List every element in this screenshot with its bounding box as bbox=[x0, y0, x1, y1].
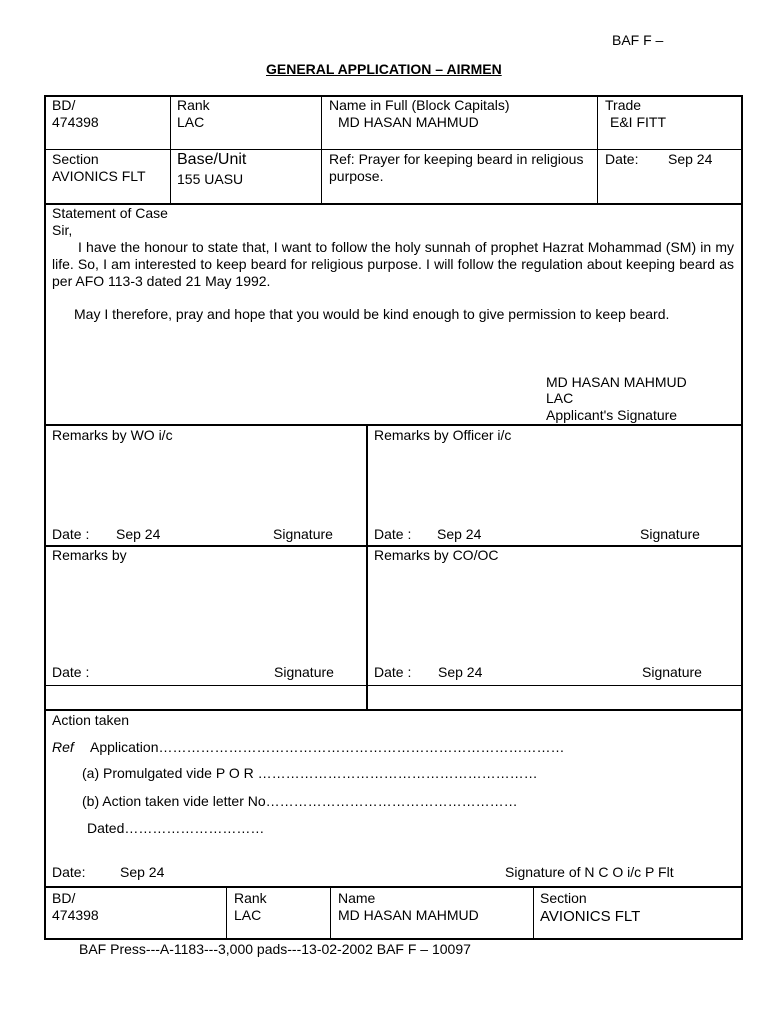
date-value: Sep 24 bbox=[668, 151, 713, 167]
footer-rank-label: Rank bbox=[234, 890, 267, 906]
statement-heading: Statement of Case bbox=[52, 205, 168, 221]
trade-label: Trade bbox=[605, 97, 642, 113]
action-ref-label: Ref bbox=[52, 739, 74, 755]
remarks-by-signature: Signature bbox=[274, 664, 334, 680]
remarks-co-signature: Signature bbox=[642, 664, 702, 680]
action-date-value: Sep 24 bbox=[120, 864, 165, 880]
section-value: AVIONICS FLT bbox=[52, 168, 146, 184]
action-item-a: (a) Promulgated vide P O R …………………………………………………… bbox=[82, 765, 538, 781]
form-code: BAF F – bbox=[612, 32, 664, 48]
table-left-border bbox=[44, 95, 46, 939]
remarks-bottom-divider bbox=[44, 685, 742, 686]
remarks-wo-date-value: Sep 24 bbox=[116, 526, 161, 542]
press-line: BAF Press---A-1183---3,000 pads---13-02-2002 BAF F – 10097 bbox=[79, 941, 471, 957]
footer-rank-value: LAC bbox=[234, 907, 262, 923]
action-application: Application…………………………………………………………………………… bbox=[90, 739, 565, 755]
action-dated: Dated………………………… bbox=[87, 820, 265, 836]
footer-bd-value: 474398 bbox=[52, 907, 99, 923]
action-heading: Action taken bbox=[52, 712, 130, 728]
action-signature-label: Signature of N C O i/c P Flt bbox=[505, 864, 674, 880]
form-title: GENERAL APPLICATION – AIRMEN bbox=[266, 61, 502, 77]
col-divider-1 bbox=[170, 95, 171, 204]
table-bottom-border bbox=[44, 938, 743, 940]
footer-col-divider-3 bbox=[533, 886, 534, 938]
remarks-co-date-value: Sep 24 bbox=[438, 664, 483, 680]
rank-value: LAC bbox=[177, 114, 205, 130]
action-item-b: (b) Action taken vide letter No……………………………………………… bbox=[82, 793, 518, 809]
remarks-officer-signature: Signature bbox=[640, 526, 700, 542]
remarks-wo-date-label: Date : bbox=[52, 526, 90, 542]
salutation: Sir, bbox=[52, 222, 73, 238]
action-top-divider bbox=[44, 709, 742, 711]
remarks-top-divider bbox=[44, 424, 742, 426]
action-date-label: Date: bbox=[52, 864, 86, 880]
remarks-by-date-label: Date : bbox=[52, 664, 90, 680]
trade-value: E&I FITT bbox=[610, 114, 666, 130]
remarks-wo-signature: Signature bbox=[273, 526, 333, 542]
col-divider-3 bbox=[597, 95, 598, 204]
footer-bd-label: BD/ bbox=[52, 890, 76, 906]
col-divider-2 bbox=[321, 95, 322, 204]
remarks-wo-label: Remarks by WO i/c bbox=[52, 427, 173, 443]
remarks-by-label: Remarks by bbox=[52, 547, 127, 563]
rank-label: Rank bbox=[177, 97, 210, 113]
remarks-center-divider bbox=[366, 424, 368, 710]
footer-row-divider bbox=[44, 886, 742, 888]
statement-paragraph-1: I have the honour to state that, I want to follow the holy sunnah of prophet Hazrat Mohammad (SM) in my life. So, I am interested to keep beard for religious purpose. I will follow the regulation about keeping beard as per AFO 113-3 dated 21 May 1992. bbox=[52, 239, 734, 289]
remarks-officer-date-label: Date : bbox=[374, 526, 412, 542]
ref-subject: Ref: Prayer for keeping beard in religious purpose. bbox=[329, 151, 584, 184]
footer-section-label: Section bbox=[540, 890, 587, 906]
base-unit-label: Base/Unit bbox=[177, 151, 247, 168]
remarks-co-date-label: Date : bbox=[374, 664, 412, 680]
statement-paragraph-2: May I therefore, pray and hope that you would be kind enough to give permission to keep beard. bbox=[74, 306, 670, 322]
name-label: Name in Full (Block Capitals) bbox=[329, 97, 510, 113]
date-label: Date: bbox=[605, 151, 639, 167]
footer-section-value: AVIONICS FLT bbox=[540, 908, 641, 925]
applicant-rank: LAC bbox=[546, 390, 574, 406]
row1-divider bbox=[44, 149, 742, 150]
footer-name-label: Name bbox=[338, 890, 376, 906]
footer-name-value: MD HASAN MAHMUD bbox=[338, 907, 479, 923]
base-unit-value: 155 UASU bbox=[177, 171, 244, 187]
remarks-officer-label: Remarks by Officer i/c bbox=[374, 427, 512, 443]
footer-col-divider-1 bbox=[226, 886, 227, 938]
applicant-name: MD HASAN MAHMUD bbox=[546, 374, 687, 390]
bd-label: BD/ bbox=[52, 97, 76, 113]
section-label: Section bbox=[52, 151, 99, 167]
remarks-co-label: Remarks by CO/OC bbox=[374, 547, 499, 563]
applicant-signature-label: Applicant's Signature bbox=[546, 407, 678, 423]
footer-col-divider-2 bbox=[330, 886, 331, 938]
remarks-officer-date-value: Sep 24 bbox=[437, 526, 482, 542]
name-value: MD HASAN MAHMUD bbox=[338, 114, 479, 130]
bd-value: 474398 bbox=[52, 114, 99, 130]
table-right-border bbox=[741, 95, 743, 939]
